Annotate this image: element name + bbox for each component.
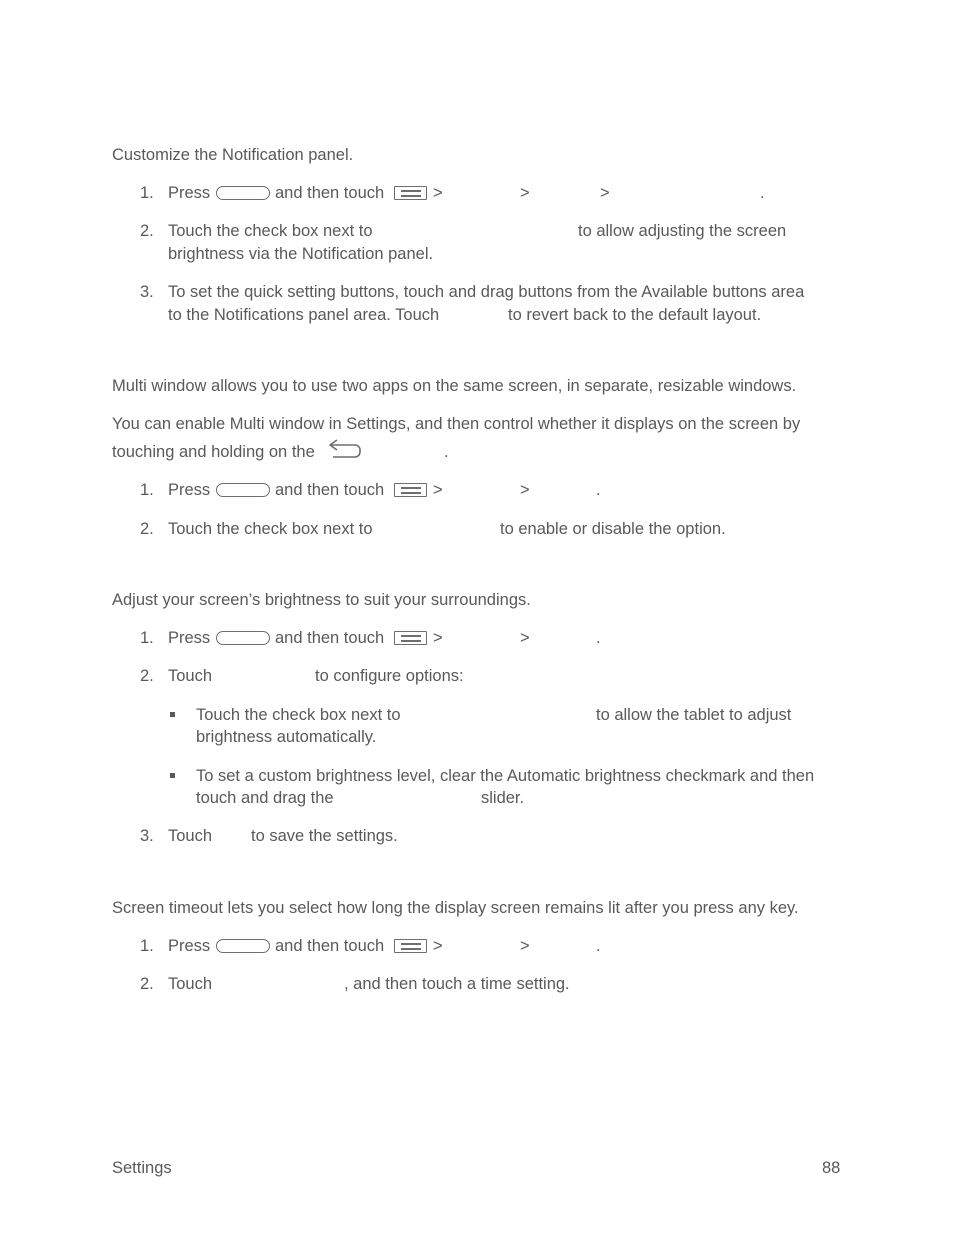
step-text: to save the settings.: [251, 827, 398, 845]
step-text: Touch: [168, 827, 213, 845]
home-key-icon: [216, 483, 270, 497]
step-number: 2.: [140, 520, 154, 538]
menu-key-icon: [394, 186, 427, 200]
home-key-icon: [216, 631, 270, 645]
step-text: Touch: [168, 975, 213, 993]
menu-key-icon: [394, 939, 427, 953]
notification-intro: Customize the Notification panel.: [112, 146, 354, 164]
path-separator: >: [520, 481, 530, 499]
path-separator: >: [600, 184, 610, 202]
bullet-text: to allow the tablet to adjust: [596, 706, 792, 724]
path-separator: >: [520, 184, 530, 202]
path-separator: >: [433, 184, 443, 202]
step-text: to the Notifications panel area. Touch: [168, 306, 440, 324]
bullet-text: slider.: [481, 789, 525, 807]
step-text: Touch the check box next to: [168, 520, 373, 538]
step-end: .: [596, 937, 601, 955]
back-key-icon: [327, 436, 363, 460]
home-key-icon: [216, 939, 270, 953]
step-text: Touch the check box next to: [168, 222, 373, 240]
bullet-icon: [170, 773, 175, 778]
page-number: 88: [822, 1159, 841, 1177]
path-separator: >: [520, 629, 530, 647]
bullet-text: Touch the check box next to: [196, 706, 401, 724]
step-text: Press: [168, 937, 211, 955]
step-number: 2.: [140, 222, 154, 240]
step-number: 3.: [140, 283, 154, 301]
step-number: 1.: [140, 629, 154, 647]
step-number: 3.: [140, 827, 154, 845]
multi-window-paragraph: You can enable Multi window in Settings, and then control whether it displays on the screen by: [112, 415, 801, 433]
step-number: 2.: [140, 667, 154, 685]
step-text: Press: [168, 184, 211, 202]
bullet-text: To set a custom brightness level, clear the Automatic brightness checkmark and then: [196, 767, 815, 785]
step-text: to revert back to the default layout.: [508, 306, 762, 324]
timeout-intro: Screen timeout lets you select how long the display screen remains lit after you press any key.: [112, 899, 799, 917]
step-text: and then touch: [275, 481, 385, 499]
step-end: .: [596, 481, 601, 499]
step-number: 1.: [140, 481, 154, 499]
step-end: .: [596, 629, 601, 647]
step-text: Press: [168, 629, 211, 647]
brightness-intro: Adjust your screen’s brightness to suit your surroundings.: [112, 591, 531, 609]
menu-key-icon: [394, 631, 427, 645]
path-separator: >: [433, 629, 443, 647]
step-text: To set the quick setting buttons, touch and drag buttons from the Available buttons area: [168, 283, 805, 301]
step-text: and then touch: [275, 184, 385, 202]
step-text: brightness via the Notification panel.: [168, 245, 434, 263]
step-number: 1.: [140, 184, 154, 202]
step-text: to allow adjusting the screen: [578, 222, 787, 240]
step-number: 2.: [140, 975, 154, 993]
home-key-icon: [216, 186, 270, 200]
footer-section-name: Settings: [112, 1159, 172, 1177]
path-separator: >: [433, 937, 443, 955]
step-text: to configure options:: [315, 667, 464, 685]
step-text: and then touch: [275, 937, 385, 955]
step-text: and then touch: [275, 629, 385, 647]
bullet-text: touch and drag the: [196, 789, 334, 807]
menu-key-icon: [394, 483, 427, 497]
step-number: 1.: [140, 937, 154, 955]
path-separator: >: [433, 481, 443, 499]
bullet-icon: [170, 712, 175, 717]
multi-window-intro: Multi window allows you to use two apps on the same screen, in separate, resizable windows.: [112, 377, 797, 395]
multi-window-paragraph: touching and holding on the: [112, 443, 315, 461]
path-separator: >: [520, 937, 530, 955]
step-text: Press: [168, 481, 211, 499]
step-text: , and then touch a time setting.: [344, 975, 570, 993]
step-text: to enable or disable the option.: [500, 520, 726, 538]
step-text: Touch: [168, 667, 213, 685]
bullet-text: brightness automatically.: [196, 728, 377, 746]
step-end: .: [760, 184, 765, 202]
paragraph-end: .: [444, 443, 449, 461]
